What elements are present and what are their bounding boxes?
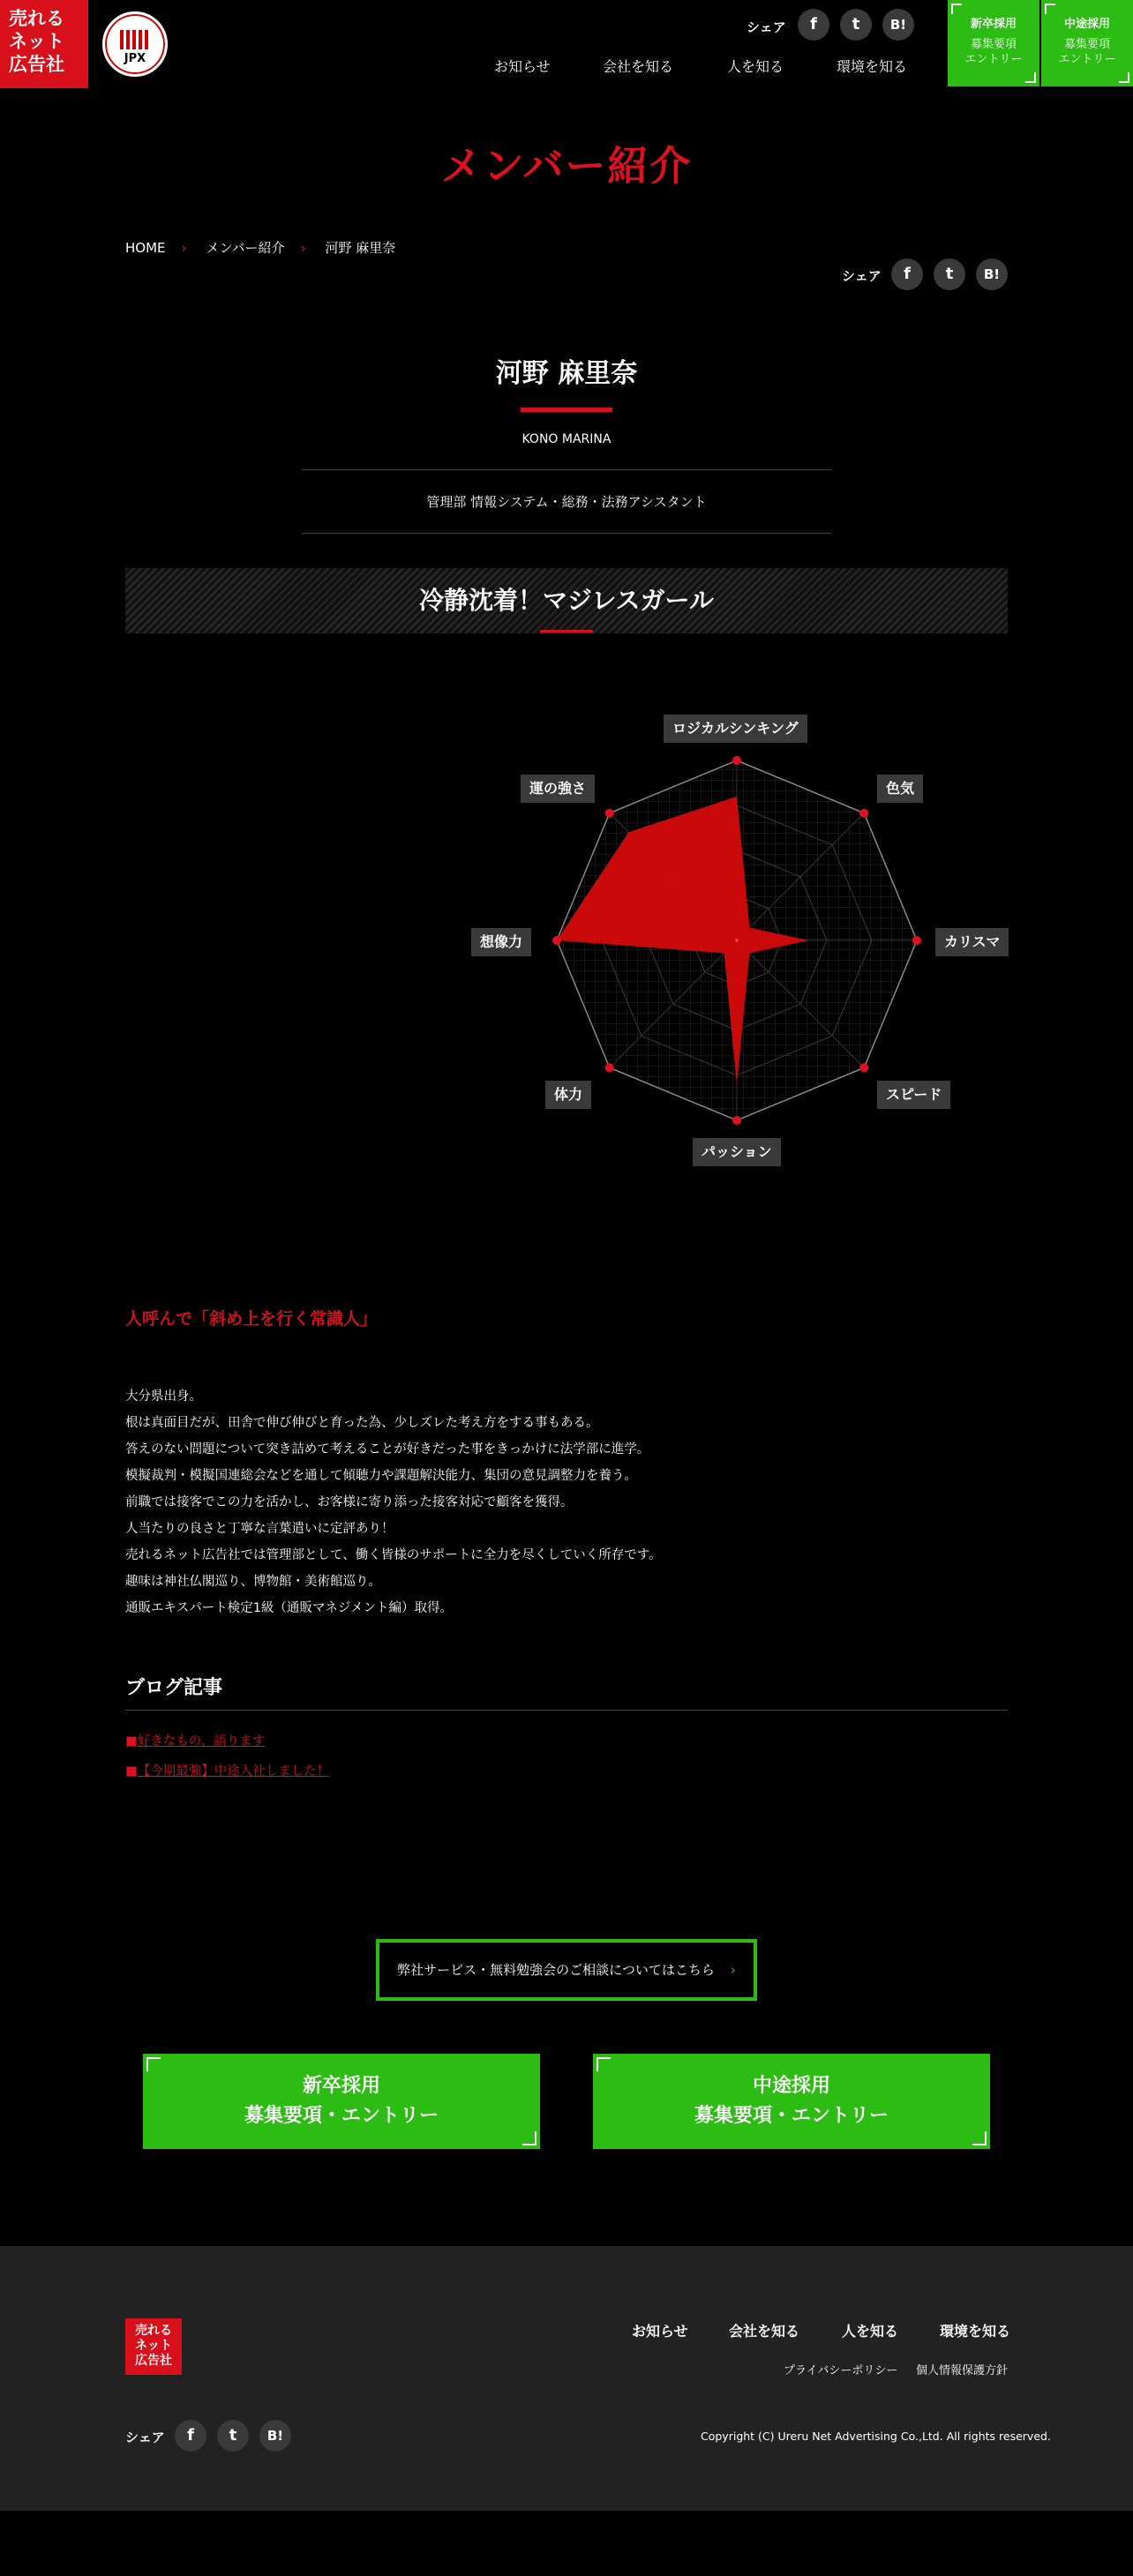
logo-line: 広告社	[9, 54, 64, 75]
nav-people[interactable]: 人を知る	[727, 58, 784, 75]
footer-privacy-policy-link[interactable]: プライバシーポリシー	[784, 2364, 898, 2378]
header-new-grad-button[interactable]	[948, 0, 1039, 86]
share-label: シェア	[842, 268, 882, 284]
bio-line: 売れるネット広告社では管理部として、働く皆様のサポートに全力を尽くしていく所存です。	[125, 1548, 662, 1562]
radar-vertex-dot	[552, 936, 561, 945]
new-grad-entry-button[interactable]	[143, 2054, 540, 2149]
bio-line: 模擬裁判・模擬国連総会などを通して傾聴力や課題解決能力、集団の意見調整力を養う。	[125, 1469, 637, 1483]
member-romaji: KONO MARINA	[521, 432, 612, 446]
twitter-icon[interactable]: t	[840, 9, 872, 41]
bio-line: 通販エキスパート検定1級（通販マネジメント編）取得。	[125, 1601, 453, 1615]
header-mid-career-button[interactable]	[1041, 0, 1133, 86]
member-department: 管理部 情報システム・総務・法務アシスタント	[426, 494, 707, 510]
radar-label-imagination: 想像力	[471, 928, 531, 956]
footer-nav-news[interactable]: お知らせ	[632, 2323, 688, 2340]
button-sub: 募集要項	[970, 38, 1017, 51]
button-sub: 募集要項	[1063, 38, 1110, 51]
bio-line: 前職では接客でこの力を活かし、お客様に寄り添った接客対応で顧客を獲得。	[125, 1495, 574, 1509]
nav-news[interactable]: お知らせ	[494, 58, 551, 75]
blog-link[interactable]: ■【今期最強】中途入社しました！	[125, 1764, 330, 1778]
name-underline	[521, 408, 612, 412]
radar-vertex-dot	[732, 1116, 741, 1125]
button-line: 中途採用	[752, 2075, 830, 2097]
hatena-bookmark-icon[interactable]: B!	[976, 258, 1008, 290]
logo-line: ネット	[9, 31, 64, 52]
logo-line: ネット	[135, 2339, 172, 2353]
bio-line: 人当たりの良さと丁寧な言葉遣いに定評あり！	[125, 1522, 394, 1536]
divider	[125, 1710, 1008, 1711]
radar-label-passion: パッション	[693, 1138, 781, 1166]
twitter-icon[interactable]: t	[217, 2420, 249, 2452]
catchphrase-underline	[540, 630, 593, 633]
divider	[302, 533, 831, 534]
catchphrase: 冷静沈着！マジレスガール	[125, 568, 1008, 633]
consultation-button[interactable]	[376, 1939, 757, 2001]
bullet-icon: ■	[125, 1734, 138, 1749]
twitter-icon[interactable]: t	[934, 258, 965, 290]
blog-section-title: ブログ記事	[125, 1677, 223, 1699]
divider	[302, 469, 831, 470]
radar-label-logical: ロジカルシンキング	[664, 715, 807, 743]
chevron-right-icon: ›	[181, 240, 187, 256]
button-sub: エントリー	[964, 53, 1023, 66]
footer-nav-people[interactable]: 人を知る	[842, 2323, 899, 2340]
bio-line: 根は真面目だが、田舎で伸び伸びと育った為、少しズレた考え方をする事もある。	[125, 1416, 599, 1430]
button-title: 新卒採用	[970, 18, 1017, 31]
logo-line: 広告社	[135, 2354, 172, 2368]
radar-vertex-dot	[732, 756, 741, 765]
radar-center-dot	[735, 939, 739, 942]
site-logo[interactable]	[0, 0, 88, 88]
logo-line: 売れる	[135, 2324, 172, 2338]
button-title: 中途採用	[1063, 18, 1110, 31]
breadcrumb-current: 河野 麻里奈	[325, 240, 396, 256]
nav-environment[interactable]: 環境を知る	[837, 58, 908, 75]
radar-vertex-dot	[605, 809, 614, 818]
footer-logo[interactable]	[125, 2318, 182, 2375]
bio-line: 趣味は神社仏閣巡り、博物館・美術館巡り。	[125, 1575, 381, 1589]
footer	[0, 2246, 1133, 2511]
button-line: 募集要項・エントリー	[244, 2105, 439, 2127]
consultation-label: 弊社サービス・無料勉強会のご相談についてはこちら	[397, 1962, 715, 1978]
button-sub: エントリー	[1058, 53, 1116, 66]
copyright: Copyright (C) Ureru Net Advertising Co.,Ltd. All rights reserved.	[701, 2430, 1051, 2443]
button-line: 新卒採用	[302, 2075, 380, 2097]
radar-vertex-dot	[859, 809, 868, 818]
radar-label-charm: 色気	[877, 775, 923, 803]
jpx-mark-icon	[120, 30, 150, 49]
radar-label-speed: スピード	[877, 1081, 950, 1109]
breadcrumb-members[interactable]: メンバー紹介	[206, 240, 285, 256]
member-bio	[125, 1383, 662, 1621]
footer-nav-environment[interactable]: 環境を知る	[940, 2323, 1011, 2340]
radar-label-luck: 運の強さ	[521, 775, 595, 803]
facebook-icon[interactable]: f	[175, 2420, 206, 2452]
radar-vertex-dot	[859, 1063, 868, 1072]
radar-vertex-dot	[605, 1063, 614, 1072]
jpx-badge	[102, 11, 168, 77]
bio-line: 答えのない問題について突き詰めて考えることが好きだった事をきっかけに法学部に進学。	[125, 1442, 650, 1456]
facebook-icon[interactable]: f	[891, 258, 923, 290]
radar-label-charisma: カリスマ	[935, 928, 1009, 956]
logo-line: 売れる	[9, 8, 64, 29]
button-line: 募集要項・エントリー	[694, 2105, 889, 2127]
member-name: 河野 麻里奈	[495, 358, 638, 389]
facebook-icon[interactable]: f	[798, 9, 829, 41]
jpx-text: JPX	[124, 52, 146, 65]
header-share-label: シェア	[747, 19, 786, 35]
radar-vertex-dot	[912, 936, 921, 945]
breadcrumb-home[interactable]: HOME	[125, 240, 166, 256]
bullet-icon: ■	[125, 1764, 138, 1778]
page-title: メンバー紹介	[440, 142, 693, 190]
chevron-right-icon: ›	[300, 240, 306, 256]
chevron-right-icon: ›	[730, 1962, 736, 1978]
breadcrumb	[125, 238, 395, 257]
member-nickname: 人呼んで「斜め上を行く常識人」	[125, 1309, 378, 1329]
footer-share-label: シェア	[125, 2430, 165, 2445]
bio-line: 大分県出身。	[125, 1389, 202, 1404]
nav-company[interactable]: 会社を知る	[603, 58, 674, 75]
footer-nav-company[interactable]: 会社を知る	[729, 2323, 800, 2340]
blog-link[interactable]: ■好きなもの、語ります	[125, 1734, 266, 1749]
footer-personal-info-link[interactable]: 個人情報保護方針	[916, 2364, 1009, 2378]
hatena-bookmark-icon[interactable]: B!	[882, 9, 914, 41]
radar-label-stamina: 体力	[545, 1081, 591, 1109]
hatena-bookmark-icon[interactable]: B!	[259, 2420, 291, 2452]
mid-career-entry-button[interactable]	[593, 2054, 990, 2149]
